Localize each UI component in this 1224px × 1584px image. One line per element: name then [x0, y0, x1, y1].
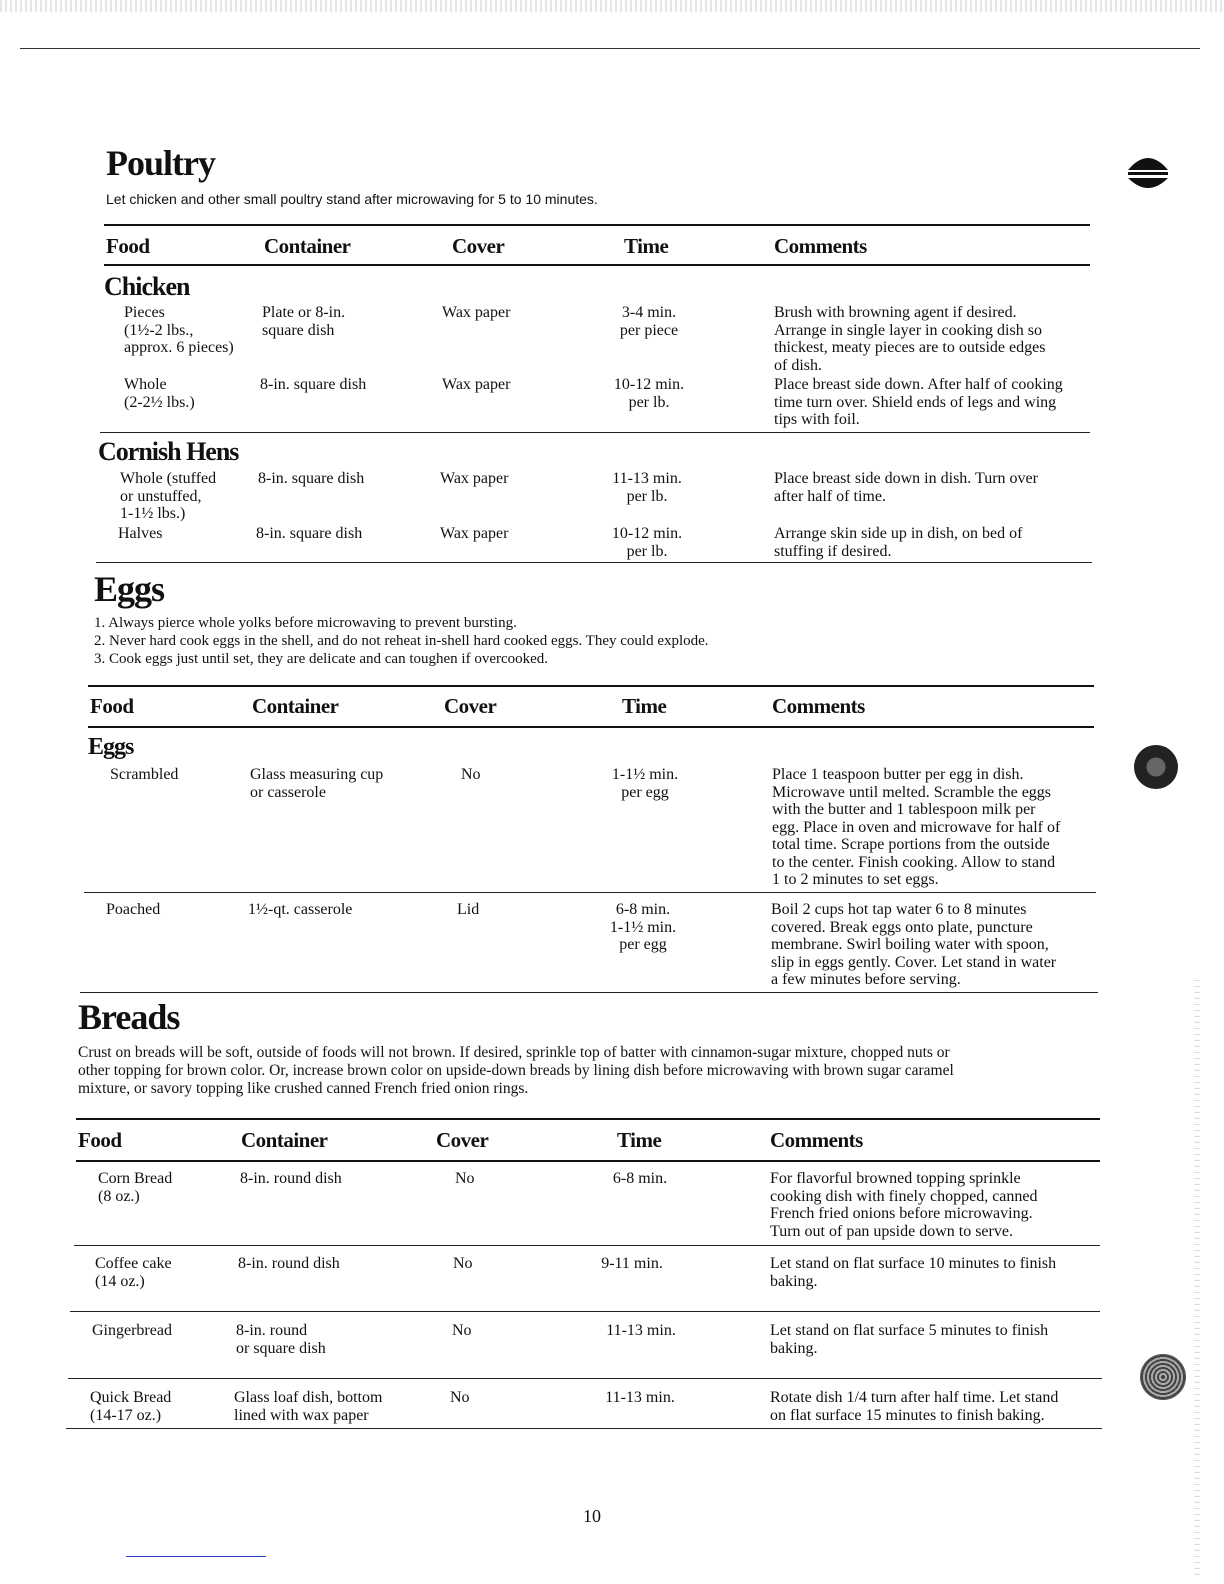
- breads-header-rule-top: [76, 1118, 1100, 1120]
- hens-halves-container: 8-in. square dish: [256, 525, 363, 542]
- hens-halves-time: 10-12 min. per lb.: [611, 525, 683, 560]
- poultry-title: Poultry: [106, 143, 215, 183]
- eggs-row-divider: [84, 892, 1096, 893]
- eggs-poached-comments: Boil 2 cups hot tap water 6 to 8 minutes covered. Break eggs onto plate, puncture membrane. Swirl boiling water with spoon, slip in eggs gently. Cover. Let stand in water a few minutes before serving.: [771, 901, 1057, 988]
- poultry-header-rule-top: [104, 224, 1090, 226]
- chicken-whole-cover: Wax paper: [442, 376, 511, 393]
- eggs-end-rule: [80, 992, 1098, 993]
- eggs-header-food: Food: [90, 694, 134, 718]
- corn-bread-food: Corn Bread (8 oz.): [98, 1170, 173, 1205]
- page-number: 10: [583, 1506, 601, 1526]
- quick-bread-food: Quick Bread (14-17 oz.): [90, 1389, 172, 1424]
- breads-header-rule-bottom: [76, 1160, 1100, 1162]
- eggs-header-container: Container: [252, 694, 339, 718]
- cornish-hens-subtitle: Cornish Hens: [98, 437, 239, 466]
- eggs-header-rule-top: [88, 685, 1094, 687]
- chicken-subtitle: Chicken: [104, 272, 190, 301]
- chicken-pieces-cover: Wax paper: [442, 304, 511, 321]
- chicken-pieces-container: Plate or 8-in. square dish: [262, 304, 346, 339]
- chicken-pieces-food: Pieces (1½-2 lbs., approx. 6 pieces): [124, 304, 234, 356]
- breads-divider-1: [74, 1245, 1100, 1246]
- breads-header-cover: Cover: [436, 1128, 489, 1152]
- breads-divider-2: [70, 1311, 1100, 1312]
- breads-header-container: Container: [241, 1128, 328, 1152]
- gingerbread-food: Gingerbread: [92, 1322, 172, 1339]
- scan-header-noise: [0, 0, 1224, 12]
- eggs-header-time: Time: [622, 694, 667, 718]
- hens-whole-cover: Wax paper: [440, 470, 509, 487]
- breads-header-time: Time: [617, 1128, 662, 1152]
- eggs-scrambled-time: 1-1½ min. per egg: [611, 766, 679, 801]
- eggs-tab-dot-icon: [1134, 745, 1178, 789]
- hens-whole-container: 8-in. square dish: [258, 470, 365, 487]
- eggs-subtitle: Eggs: [88, 734, 134, 760]
- eggs-title: Eggs: [94, 569, 165, 609]
- eggs-poached-food: Poached: [106, 901, 161, 918]
- eggs-note-1: 1. Always pierce whole yolks before microwaving to prevent bursting.: [94, 615, 517, 631]
- corn-bread-comments: For flavorful browned topping sprinkle cooking dish with finely chopped, canned French fried onions before microwaving. Turn out of pan upside down to serve.: [770, 1170, 1038, 1240]
- hens-whole-food: Whole (stuffed or unstuffed, 1-1½ lbs.): [120, 470, 217, 522]
- bottom-blue-line: [126, 1556, 266, 1557]
- poultry-header-food: Food: [106, 234, 150, 258]
- breads-divider-3: [68, 1378, 1102, 1379]
- breads-tab-dot-icon: [1140, 1354, 1186, 1400]
- quick-bread-container: Glass loaf dish, bottom lined with wax paper: [234, 1389, 383, 1424]
- hens-whole-comments: Place breast side down in dish. Turn over after half of time.: [774, 470, 1038, 505]
- chicken-end-rule: [100, 432, 1090, 433]
- poultry-header-time: Time: [624, 234, 669, 258]
- coffee-cake-comments: Let stand on flat surface 10 minutes to finish baking.: [770, 1255, 1057, 1290]
- chicken-pieces-comments: Brush with browning agent if desired. Arrange in single layer in cooking dish so thickest, meaty pieces are to outside edges of dish.: [774, 304, 1046, 374]
- scan-edge-noise: [1194, 980, 1200, 1580]
- eggs-poached-time: 6-8 min. 1-1½ min. per egg: [609, 901, 677, 953]
- section-tab-marker-icon: [1124, 150, 1172, 194]
- corn-bread-cover: No: [455, 1170, 475, 1187]
- eggs-scrambled-comments: Place 1 teaspoon butter per egg in dish. Microwave until melted. Scramble the eggs with the butter and 1 tablespoon milk per egg. Place in oven and microwave for half of total time. Scrape portions from the outside to the center. Finish cooking. Allow to stand 1 to 2 minutes to set eggs.: [772, 766, 1061, 888]
- poultry-header-cover: Cover: [452, 234, 505, 258]
- eggs-note-2: 2. Never hard cook eggs in the shell, and do not reheat in-shell hard cooked eggs. They could explode.: [94, 633, 709, 649]
- gingerbread-comments: Let stand on flat surface 5 minutes to finish baking.: [770, 1322, 1049, 1357]
- eggs-poached-cover: Lid: [457, 901, 480, 918]
- chicken-pieces-time: 3-4 min. per piece: [619, 304, 679, 339]
- breads-title: Breads: [78, 997, 180, 1037]
- corn-bread-container: 8-in. round dish: [240, 1170, 342, 1187]
- coffee-cake-container: 8-in. round dish: [238, 1255, 340, 1272]
- gingerbread-container: 8-in. round or square dish: [236, 1322, 326, 1357]
- poultry-end-rule: [96, 562, 1092, 563]
- corn-bread-time: 6-8 min.: [612, 1170, 668, 1187]
- gingerbread-time: 11-13 min.: [606, 1322, 676, 1339]
- poultry-header-rule-bottom: [104, 264, 1090, 266]
- breads-header-food: Food: [78, 1128, 122, 1152]
- hens-halves-food: Halves: [118, 525, 163, 542]
- eggs-header-rule-bottom: [88, 726, 1094, 728]
- top-rule: [20, 48, 1200, 49]
- poultry-header-container: Container: [264, 234, 351, 258]
- eggs-scrambled-cover: No: [461, 766, 481, 783]
- coffee-cake-cover: No: [453, 1255, 473, 1272]
- eggs-scrambled-food: Scrambled: [110, 766, 179, 783]
- breads-intro: Crust on breads will be soft, outside of foods will not brown. If desired, sprinkle top of batter with cinnamon-sugar mixture, chopped nuts or other topping for brown color. Or, increase brown color on upside-down breads by lining dish before microwaving with brown sugar caramel mixture, or savory topping like crushed canned French fried onion rings.: [78, 1044, 954, 1097]
- hens-halves-cover: Wax paper: [440, 525, 509, 542]
- chicken-whole-comments: Place breast side down. After half of cooking time turn over. Shield ends of legs and wing tips with foil.: [774, 376, 1063, 428]
- hens-whole-time: 11-13 min. per lb.: [612, 470, 682, 505]
- hens-halves-comments: Arrange skin side up in dish, on bed of stuffing if desired.: [774, 525, 1023, 560]
- poultry-intro: Let chicken and other small poultry stand after microwaving for 5 to 10 minutes.: [106, 191, 598, 207]
- breads-end-rule: [66, 1428, 1102, 1429]
- coffee-cake-food: Coffee cake (14 oz.): [95, 1255, 172, 1290]
- quick-bread-comments: Rotate dish 1/4 turn after half time. Let stand on flat surface 15 minutes to finish baking.: [770, 1389, 1059, 1424]
- eggs-header-comments: Comments: [772, 694, 865, 718]
- eggs-note-3: 3. Cook eggs just until set, they are delicate and can toughen if overcooked.: [94, 651, 549, 667]
- gingerbread-cover: No: [452, 1322, 472, 1339]
- eggs-header-cover: Cover: [444, 694, 497, 718]
- eggs-poached-container: 1½-qt. casserole: [248, 901, 353, 918]
- breads-header-comments: Comments: [770, 1128, 863, 1152]
- chicken-whole-food: Whole (2-2½ lbs.): [124, 376, 195, 411]
- chicken-whole-container: 8-in. square dish: [260, 376, 367, 393]
- quick-bread-time: 11-13 min.: [605, 1389, 675, 1406]
- chicken-whole-time: 10-12 min. per lb.: [613, 376, 685, 411]
- eggs-scrambled-container: Glass measuring cup or casserole: [250, 766, 384, 801]
- coffee-cake-time: 9-11 min.: [601, 1255, 663, 1272]
- quick-bread-cover: No: [450, 1389, 470, 1406]
- poultry-header-comments: Comments: [774, 234, 867, 258]
